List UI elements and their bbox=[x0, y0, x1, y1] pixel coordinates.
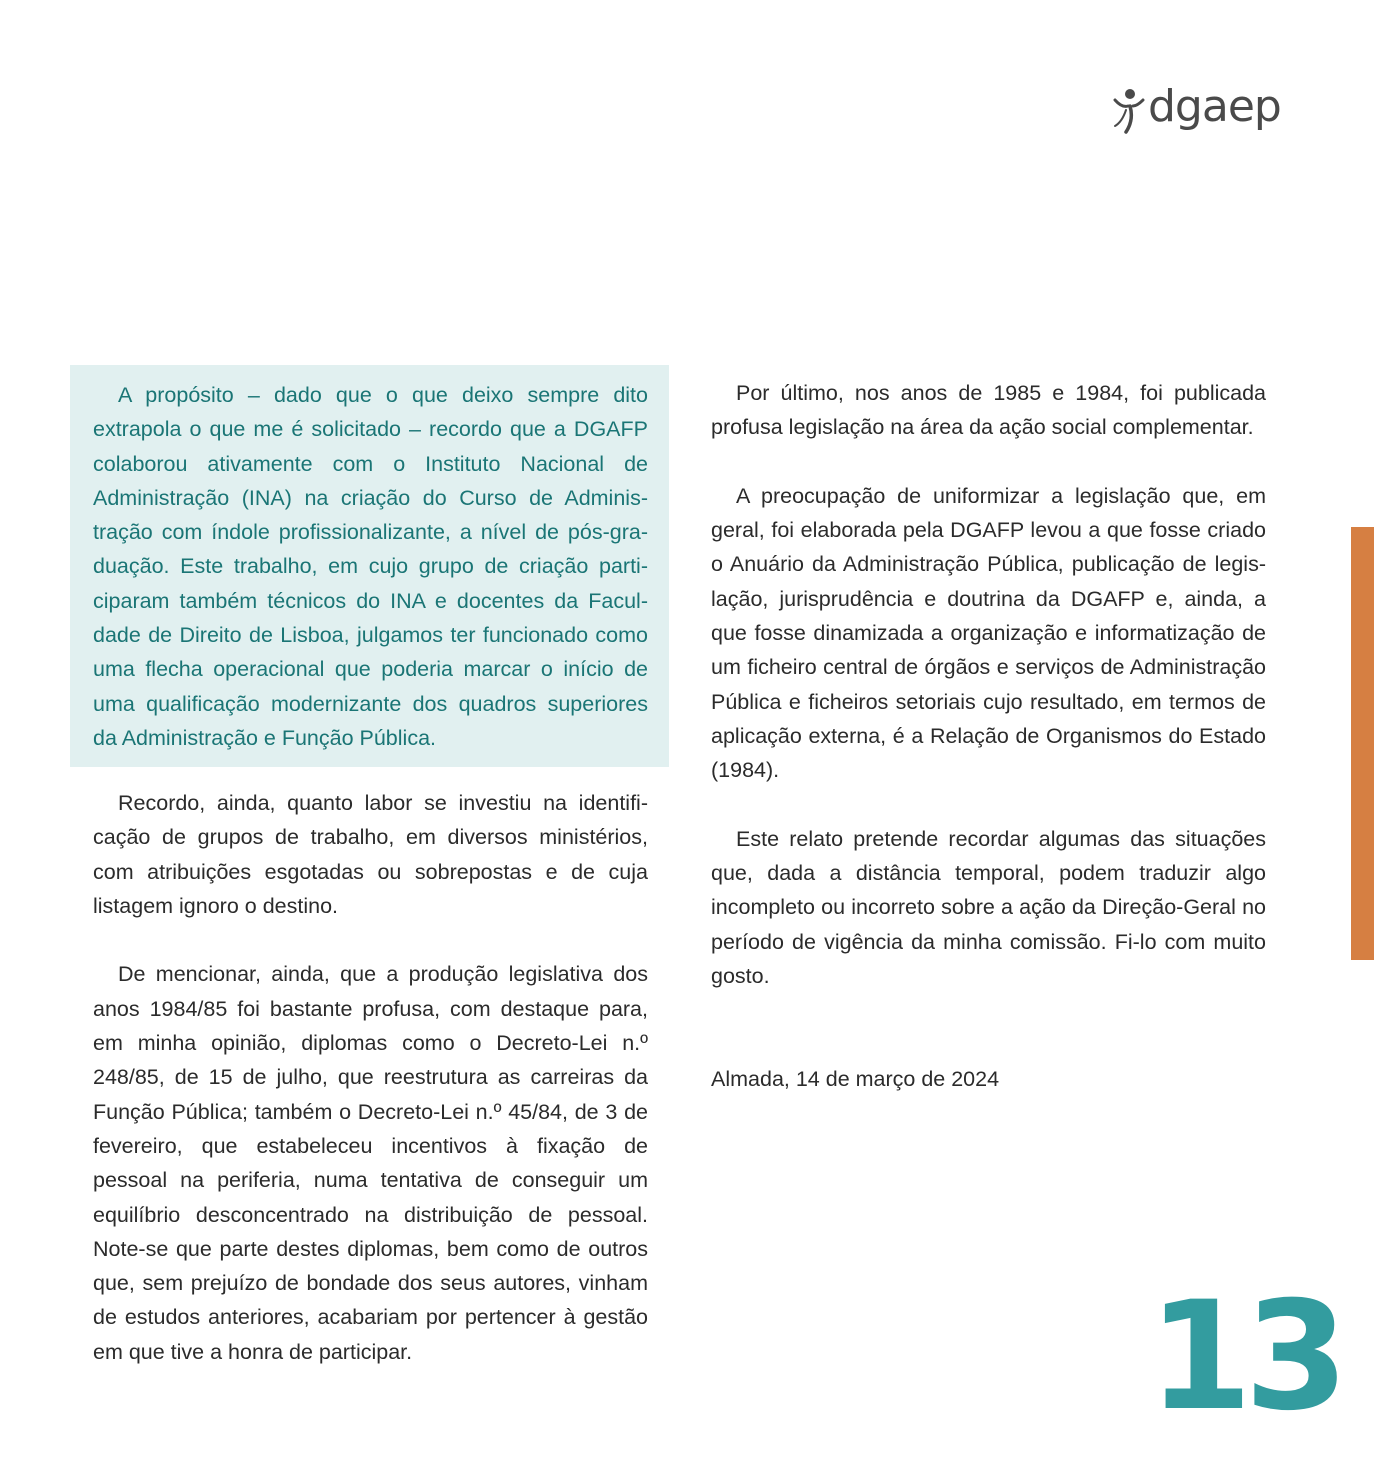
paragraph: Recordo, ainda, quanto labor se investiu na identificação de grupos de trabalho, em diversos ministérios, com atribuições esgotadas ou sobrepostas e de cuja listagem ignoro o destino. bbox=[93, 791, 648, 918]
highlight-paragraph: A propósito – dado que o que deixo sempre dito extrapola o que me é solicitado – recordo que a DGAFP colaborou ativamente com o Instituto Nacional de Administração (INA) na criação do Curso de Administração com índole profissionalizante, a nível de pós-graduação. Este trabalho, em cujo grupo de criação participaram também técnicos do INA e docentes da Faculdade de Direito de Lisboa, julgamos ter funcionado como uma flecha operacional que poderia marcar o início de uma qualificação modernizante dos quadros superiores da Administração e Função Pública. bbox=[93, 383, 648, 750]
paragraph: De mencionar, ainda, que a produção legislativa dos anos 1984/85 foi bastante profusa, com destaque para, em minha opinião, diplomas como o Decreto-Lei n.º 248/85, de 15 de julho, que reestrutura as carreiras da Função Pública; também o Decreto-Lei n.º 45/84, de 3 de fevereiro, que estabeleceu incentivos à fixação de pessoal na periferia, numa tentativa de conseguir um equilíbrio desconcentrado na distribuição de pessoal. Note-se que parte destes diplomas, bem como de outros que, sem prejuízo de bondade dos seus autores, vinham de estudos anteriores, acabariam por pertencer à gestão em que tive a honra de participar. bbox=[93, 962, 648, 1364]
section-side-tab bbox=[1351, 527, 1374, 960]
page-number: 13 bbox=[1148, 1270, 1341, 1444]
highlight-box-text bbox=[93, 378, 648, 755]
person-figure-icon bbox=[1112, 86, 1146, 134]
signoff-place-date: Almada, 14 de março de 2024 bbox=[711, 1066, 1000, 1091]
dgaep-logo bbox=[1112, 81, 1281, 136]
right-column bbox=[711, 376, 1266, 1096]
left-column bbox=[93, 786, 648, 1369]
logo-text: dgaep bbox=[1148, 81, 1281, 132]
paragraph: Este relato pretende recordar algumas das situações que, dada a distância temporal, podem traduzir algo incompleto ou incorreto sobre a ação da Direção-Geral no período de vigência da minha comissão. Fi-lo com muito gosto. bbox=[711, 826, 1266, 989]
paragraph: Por último, nos anos de 1985 e 1984, foi publicada profusa legislação na área da ação social complementar. bbox=[711, 381, 1266, 440]
paragraph: A preocupação de uniformizar a legislação que, em geral, foi elaborada pela DGAFP levou a que fosse criado o Anuário da Administração Pública, publicação de legislação, jurisprudência e doutrina da DGAFP e, ainda, a que fosse dinamizada a organização e informatização de um ficheiro central de órgãos e serviços de Administração Pública e ficheiros setoriais cujo resultado, em termos de aplicação externa, é a Relação de Organismos do Estado (1984). bbox=[711, 483, 1266, 783]
